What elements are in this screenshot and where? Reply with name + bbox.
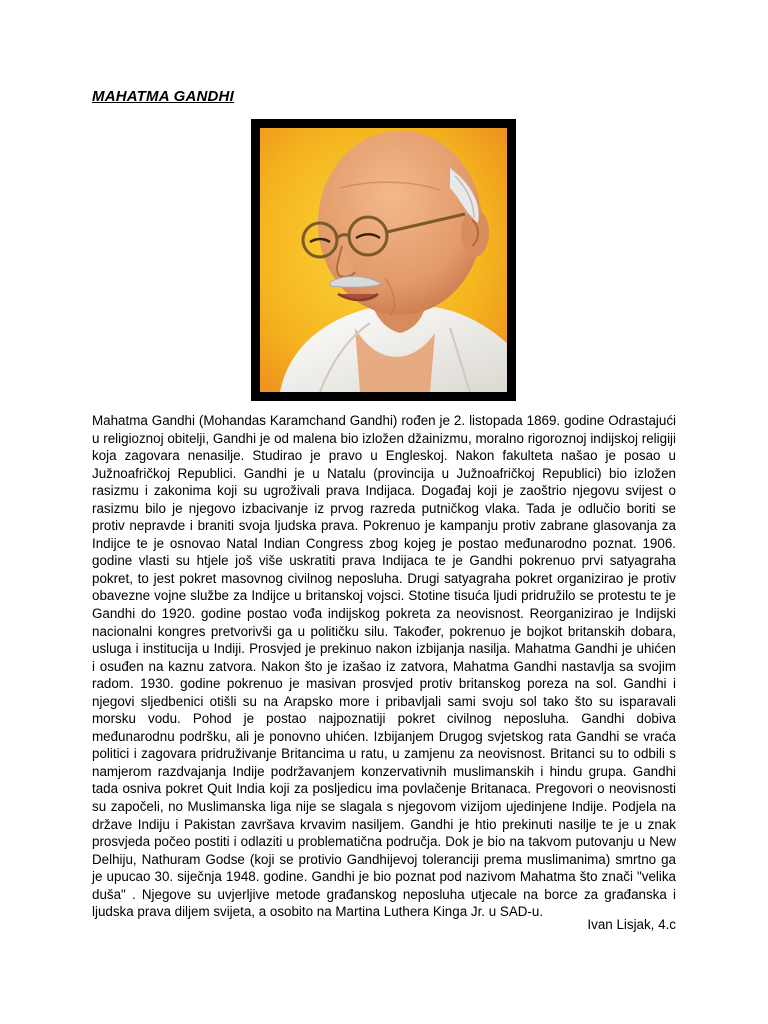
article-body: Mahatma Gandhi (Mohandas Karamchand Gandhi) rođen je 2. listopada 1869. godine Odrastajući u religioznoj obitelji, Gandhi je od malena bio izložen džainizmu, moralno rigoroznoj indijskoj religiji koja zagovara nenasilje. Studirao je pravo u Engleskoj. Nakon fakulteta našao je posao u Južnoafričkoj Republici. Gandhi je u Natalu (provincija u Južnoafričkoj Republici) bio izložen rasizmu i zakonima koji su ugroživali prava Indijaca. Događaj koji je zaoštrio njegovu svijest o rasizmu bilo je njegovo izbacivanje iz prvog razreda putničkog vlaka. Tada je odlučio boriti se protiv nepravde i braniti svoja ljudska prava. Pokrenuo je kampanju protiv zabrane glasovanja za Indijce te je osnovao Natal Indian Congress zbog kojeg je postao međunarodno poznat. 1906. godine vlasti su htjele još više uskratiti prava Indijaca te je Gandhi pokrenuo prvi satyagraha pokret, to jest pokret masovnog civilnog neposluha. Drugi satyagraha pokret organizirao je protiv obavezne vojne službe za Indijce u britanskoj vojsci. Stotine tisuća ljudi pridružilo se protestu te je Gandhi do 1920. godine postao vođa indijskog pokreta za neovisnost. Reorganizirao je Indijski nacionalni kongres pretvorivši ga u političku silu. Također, pokrenuo je bojkot britanskih dobara, usluga i institucija u Indiji. Prosvjed je prekinuo nakon izbijanja nasilja. Mahatma Gandhi je uhićen i osuđen na kaznu zatvora. Nakon što je izašao iz zatvora, Mahatma Gandhi nastavlja sa svojim radom. 1930. godine pokrenuo je masivan prosvjed protiv britanskog poreza na sol. Gandhi i njegovi sljedbenici otišli su na Arapsko more i pribavljali sami svoju sol tako što su isparavali morsku vodu. Pohod je postao najpoznatiji pokret civilnog neposluha. Gandhi dobiva međunarodnu podršku, ali je ponovno uhićen. Izbijanjem Drugog svjetskog rata Gandhi se vraća politici i zagovara pridruživanje Britancima u ratu, u zamjenu za neovisnost. Britanci su to odbili s namjerom razdvajanja Indije podržavanjem konzervativnih muslimanskih i hindu grupa. Gandhi tada osniva pokret Quit India koji za posljedicu ima povlačenje Britanaca. Pregovori o neovisnosti su započeli, no Muslimanska liga nije se slagala s njegovom vizijom ujedinjene Indije. Podjela na države Indiju i Pakistan završava krvavim nasiljem. Gandhi je htio prekinuti nasilje te je u znak prosvjeda počeo postiti i odlaziti u problematična područja. Dok je bio na takvom putovanju u New Delhiju, Nathuram Godse (koji se protivio Gandhijevoj toleranciji prema muslimanima) smrtno ga je upucao 30. siječnja 1948. godine. Gandhi je bio poznat pod nazivom Mahatma što znači "velika duša" . Njegove su uvjerljive metode građanskog neposluha utjecale na borce za građanska i ljudska prava diljem svijeta, a osobito na Martina Luthera Kinga Jr. u SAD-u. bbox=[92, 413, 676, 920]
document-title: MAHATMA GANDHI bbox=[92, 88, 234, 105]
portrait-frame bbox=[251, 119, 516, 401]
gandhi-portrait-icon bbox=[260, 128, 507, 392]
author-signature: Ivan Lisjak, 4.c bbox=[587, 917, 676, 932]
